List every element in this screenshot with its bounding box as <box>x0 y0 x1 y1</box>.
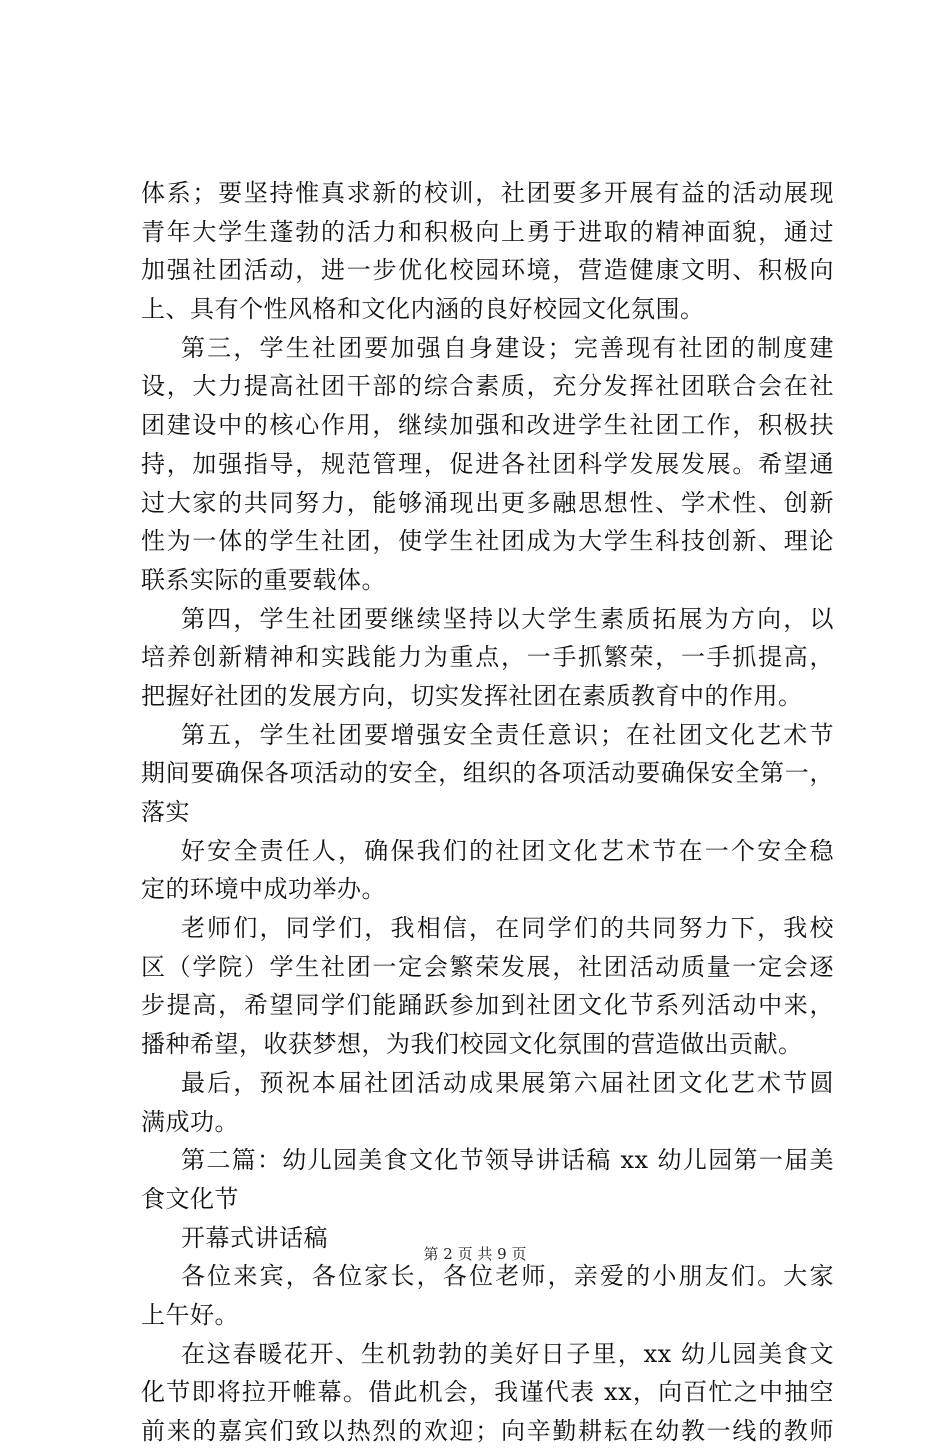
text-line: 青年大学生蓬勃的活力和积极向上勇于进取的精神面貌，通过 <box>141 217 834 246</box>
text-line: 第五，学生社团要增强安全责任意识；在社团文化艺术节 <box>181 720 834 749</box>
text-line: 加强社团活动，进一步优化校园环境，营造健康文明、积极向 <box>141 256 834 285</box>
text-line: 最后，预祝本届社团活动成果展第六届社团文化艺术节圆 <box>181 1068 834 1097</box>
text-line: 开幕式讲话稿 <box>181 1223 328 1252</box>
text-line: 联系实际的重要载体。 <box>141 565 386 594</box>
text-line: 定的环境中成功举办。 <box>141 875 386 904</box>
text-line: 团建设中的核心作用，继续加强和改进学生社团工作，积极扶 <box>141 411 834 440</box>
text-line: 步提高，希望同学们能踊跃参加到社团文化节系列活动中来， <box>141 991 834 1020</box>
text-line: 化节即将拉开帷幕。借此机会，我谨代表 xx，向百忙之中抽空 <box>141 1378 834 1407</box>
text-line: 性为一体的学生社团，使学生社团成为大学生科技创新、理论 <box>141 527 834 556</box>
text-line: 第二篇：幼儿园美食文化节领导讲话稿 xx 幼儿园第一届美 <box>181 1146 834 1175</box>
text-line: 老师们，同学们，我相信，在同学们的共同努力下，我校 <box>181 914 834 943</box>
text-line: 期间要确保各项活动的安全，组织的各项活动要确保安全第一， <box>141 759 834 788</box>
text-line: 满成功。 <box>141 1107 239 1136</box>
text-line: 好安全责任人，确保我们的社团文化艺术节在一个安全稳 <box>181 836 834 865</box>
text-line: 播种希望，收获梦想，为我们校园文化氛围的营造做出贡献。 <box>141 1030 803 1059</box>
text-line: 各位来宾，各位家长，各位老师，亲爱的小朋友们。大家 <box>181 1262 834 1291</box>
text-line: 落实 <box>141 798 190 826</box>
text-line: 过大家的共同努力，能够涌现出更多融思想性、学术性、创新 <box>141 488 834 517</box>
text-line: 持，加强指导，规范管理，促进各社团科学发展发展。希望通 <box>141 449 834 478</box>
text-line: 培养创新精神和实践能力为重点，一手抓繁荣，一手抓提高， <box>141 643 834 672</box>
page-number-footer: 第 2 页 共 9 页 <box>423 1245 527 1263</box>
text-line: 前来的嘉宾们致以热烈的欢迎；向辛勤耕耘在幼教一线的教师 <box>141 1417 834 1445</box>
text-line: 上午好。 <box>141 1300 239 1329</box>
text-line: 第四，学生社团要继续坚持以大学生素质拓展为方向，以 <box>181 604 834 633</box>
text-line: 在这春暖花开、生机勃勃的美好日子里，xx 幼儿园美食文 <box>181 1339 834 1368</box>
text-line: 体系；要坚持惟真求新的校训，社团要多开展有益的活动展现 <box>141 179 834 207</box>
text-line: 上、具有个性风格和文化内涵的良好校园文化氛围。 <box>141 295 705 324</box>
text-line: 第三，学生社团要加强自身建设；完善现有社团的制度建 <box>181 333 834 362</box>
text-line: 食文化节 <box>141 1184 239 1213</box>
text-line: 设，大力提高社团干部的综合素质，充分发挥社团联合会在社 <box>141 372 834 401</box>
text-line: 区（学院）学生社团一定会繁荣发展，社团活动质量一定会逐 <box>141 952 834 981</box>
text-line: 把握好社团的发展方向，切实发挥社团在素质教育中的作用。 <box>141 681 803 710</box>
